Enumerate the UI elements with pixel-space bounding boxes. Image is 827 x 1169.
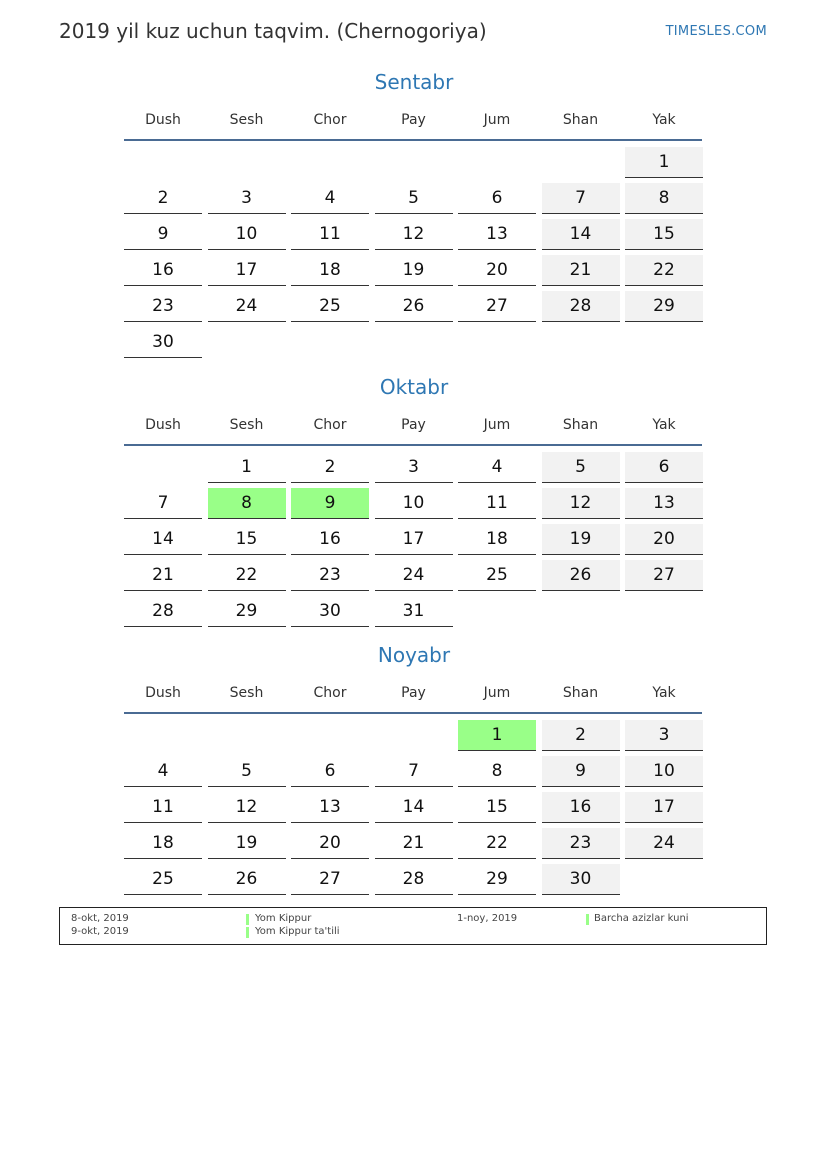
day-cell[interactable]: 19 [375, 255, 453, 286]
weekday-label: Pay [401, 112, 426, 128]
weekday-label: Yak [652, 685, 676, 701]
day-cell[interactable]: 1 [458, 720, 536, 751]
day-cell[interactable]: 17 [625, 792, 703, 823]
day-cell[interactable]: 13 [625, 488, 703, 519]
day-cell[interactable]: 29 [458, 864, 536, 895]
day-cell[interactable]: 28 [124, 596, 202, 627]
day-cell[interactable]: 12 [208, 792, 286, 823]
legend-holiday-name: Yom Kippur [255, 913, 312, 924]
day-cell[interactable]: 23 [124, 291, 202, 322]
weekday-label: Shan [562, 685, 599, 701]
day-cell[interactable]: 15 [208, 524, 286, 555]
day-cell[interactable]: 10 [375, 488, 453, 519]
day-cell[interactable]: 20 [625, 524, 703, 555]
day-cell[interactable]: 26 [208, 864, 286, 895]
day-cell[interactable]: 25 [291, 291, 369, 322]
legend-holiday-name: Yom Kippur ta'tili [255, 926, 340, 937]
day-cell[interactable]: 17 [208, 255, 286, 286]
day-cell[interactable]: 12 [375, 219, 453, 250]
day-cell[interactable]: 18 [291, 255, 369, 286]
day-cell[interactable]: 5 [375, 183, 453, 214]
day-cell[interactable]: 23 [542, 828, 620, 859]
weekday-label: Pay [401, 417, 426, 433]
legend-date: 1-noy, 2019 [457, 913, 518, 924]
day-cell[interactable]: 24 [625, 828, 703, 859]
day-cell[interactable]: 27 [625, 560, 703, 591]
day-cell[interactable]: 14 [375, 792, 453, 823]
day-cell[interactable]: 16 [124, 255, 202, 286]
day-cell[interactable]: 6 [291, 756, 369, 787]
legend-date: 9-okt, 2019 [71, 926, 129, 937]
day-cell[interactable]: 26 [542, 560, 620, 591]
day-cell[interactable]: 1 [625, 147, 703, 178]
day-cell[interactable]: 7 [124, 488, 202, 519]
day-cell[interactable]: 6 [458, 183, 536, 214]
weekday-header [124, 112, 704, 136]
day-cell[interactable]: 22 [625, 255, 703, 286]
page-title: 2019 yil kuz uchun taqvim. (Chernogoriya) [59, 19, 487, 43]
day-cell[interactable]: 11 [124, 792, 202, 823]
header-divider [124, 139, 702, 141]
day-cell[interactable]: 10 [625, 756, 703, 787]
weekday-label: Yak [652, 417, 676, 433]
weekday-label: Sesh [229, 685, 264, 701]
weekday-header [124, 685, 704, 709]
holiday-legend [59, 907, 767, 945]
day-cell[interactable]: 21 [375, 828, 453, 859]
day-cell[interactable]: 4 [291, 183, 369, 214]
day-cell[interactable]: 25 [458, 560, 536, 591]
day-cell[interactable]: 18 [458, 524, 536, 555]
day-cell[interactable]: 7 [375, 756, 453, 787]
weekday-label: Sesh [229, 417, 264, 433]
day-cell[interactable]: 26 [375, 291, 453, 322]
day-cell[interactable]: 19 [542, 524, 620, 555]
weekday-label: Dush [145, 685, 181, 701]
day-cell[interactable]: 22 [458, 828, 536, 859]
day-cell[interactable]: 3 [208, 183, 286, 214]
month-name: Oktabr [379, 375, 449, 399]
month-name: Noyabr [377, 643, 451, 667]
weekday-label: Chor [313, 112, 347, 128]
day-cell[interactable]: 14 [542, 219, 620, 250]
weekday-label: Jum [483, 417, 511, 433]
day-cell[interactable]: 9 [291, 488, 369, 519]
day-cell[interactable]: 3 [625, 720, 703, 751]
day-cell[interactable]: 8 [458, 756, 536, 787]
day-cell[interactable]: 30 [291, 596, 369, 627]
day-cell[interactable]: 14 [124, 524, 202, 555]
day-cell[interactable]: 24 [208, 291, 286, 322]
day-cell[interactable]: 2 [291, 452, 369, 483]
day-cell[interactable]: 23 [291, 560, 369, 591]
day-cell[interactable]: 18 [124, 828, 202, 859]
day-cell[interactable]: 15 [625, 219, 703, 250]
day-cell[interactable]: 21 [542, 255, 620, 286]
day-cell[interactable]: 8 [208, 488, 286, 519]
day-cell[interactable]: 29 [625, 291, 703, 322]
day-cell[interactable]: 7 [542, 183, 620, 214]
day-cell[interactable]: 20 [291, 828, 369, 859]
weekday-label: Shan [562, 417, 599, 433]
day-cell[interactable]: 1 [208, 452, 286, 483]
day-cell[interactable]: 9 [124, 219, 202, 250]
day-cell[interactable]: 19 [208, 828, 286, 859]
header-divider [124, 444, 702, 446]
weekday-label: Sesh [229, 112, 264, 128]
holiday-color-marker [246, 927, 249, 938]
day-cell[interactable]: 5 [542, 452, 620, 483]
day-cell[interactable]: 12 [542, 488, 620, 519]
weekday-label: Jum [483, 685, 511, 701]
weekday-label: Yak [652, 112, 676, 128]
day-cell[interactable]: 27 [458, 291, 536, 322]
day-cell[interactable]: 5 [208, 756, 286, 787]
weekday-header [124, 417, 704, 441]
day-cell[interactable]: 20 [458, 255, 536, 286]
day-cell[interactable]: 22 [208, 560, 286, 591]
weekday-label: Dush [145, 112, 181, 128]
day-cell[interactable]: 8 [625, 183, 703, 214]
day-cell[interactable]: 30 [124, 327, 202, 358]
day-cell[interactable]: 4 [458, 452, 536, 483]
day-cell[interactable]: 28 [542, 291, 620, 322]
day-cell[interactable]: 21 [124, 560, 202, 591]
legend-holiday-name: Barcha azizlar kuni [594, 913, 689, 924]
day-cell[interactable]: 25 [124, 864, 202, 895]
day-cell[interactable]: 16 [291, 524, 369, 555]
day-cell[interactable]: 15 [458, 792, 536, 823]
day-cell[interactable]: 27 [291, 864, 369, 895]
day-cell[interactable]: 11 [291, 219, 369, 250]
weekday-label: Dush [145, 417, 181, 433]
day-cell[interactable]: 4 [124, 756, 202, 787]
weekday-label: Jum [483, 112, 511, 128]
day-cell[interactable]: 6 [625, 452, 703, 483]
day-cell[interactable]: 28 [375, 864, 453, 895]
day-cell[interactable]: 10 [208, 219, 286, 250]
day-cell[interactable]: 9 [542, 756, 620, 787]
holiday-color-marker [246, 914, 249, 925]
month-name: Sentabr [374, 70, 454, 94]
day-cell[interactable]: 29 [208, 596, 286, 627]
weekday-label: Shan [562, 112, 599, 128]
weekday-label: Chor [313, 417, 347, 433]
day-cell[interactable]: 31 [375, 596, 453, 627]
holiday-color-marker [586, 914, 589, 925]
header-divider [124, 712, 702, 714]
day-cell[interactable]: 13 [458, 219, 536, 250]
day-cell[interactable]: 17 [375, 524, 453, 555]
day-cell[interactable]: 16 [542, 792, 620, 823]
day-cell[interactable]: 2 [542, 720, 620, 751]
day-cell[interactable]: 13 [291, 792, 369, 823]
day-cell[interactable]: 2 [124, 183, 202, 214]
day-cell[interactable]: 3 [375, 452, 453, 483]
legend-date: 8-okt, 2019 [71, 913, 129, 924]
day-cell[interactable]: 11 [458, 488, 536, 519]
day-cell[interactable]: 30 [542, 864, 620, 895]
weekday-label: Chor [313, 685, 347, 701]
weekday-label: Pay [401, 685, 426, 701]
brand-link[interactable]: TIMESLES.COM [665, 24, 767, 39]
day-cell[interactable]: 24 [375, 560, 453, 591]
